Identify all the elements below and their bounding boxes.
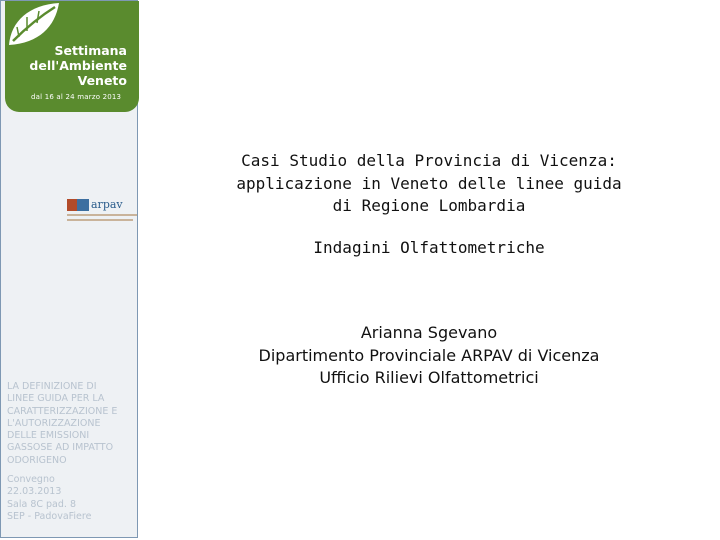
badge-title-line: Veneto <box>77 73 127 88</box>
logo-tagline-line <box>67 219 133 221</box>
sidebar <box>0 0 138 538</box>
description-line: LINEE GUIDA PER LA <box>7 393 105 405</box>
arpav-logo <box>67 199 137 225</box>
event-badge <box>5 1 139 112</box>
title-line: applicazione in Veneto delle linee guida <box>236 173 622 193</box>
logo-name: arpav <box>91 198 123 211</box>
author-department: Dipartimento Provinciale ARPAV di Vicenza <box>258 345 600 365</box>
slide-title <box>138 150 720 218</box>
event-line: Convegno <box>7 474 55 485</box>
author-name: Arianna Sgevano <box>360 323 498 342</box>
title-line: di Regione Lombardia <box>332 196 526 215</box>
event-line: 22.03.2013 <box>7 486 62 498</box>
title-line: Casi Studio della Provincia di Vicenza: <box>241 151 617 170</box>
slide-content <box>138 0 720 540</box>
event-line: Sala 8C pad. 8 <box>7 498 76 510</box>
sidebar-description <box>7 381 135 467</box>
badge-title-line: dell'Ambiente <box>29 58 127 73</box>
description-line: LA DEFINIZIONE DI <box>7 381 97 392</box>
description-line: GASSOSE AD IMPATTO <box>7 442 114 454</box>
badge-title <box>27 43 127 88</box>
badge-dates: dal 16 al 24 marzo 2013 <box>31 93 122 101</box>
author-block <box>138 322 720 390</box>
description-line: CARATTERIZZAZIONE E <box>7 405 118 417</box>
description-line: DELLE EMISSIONI <box>7 430 90 442</box>
logo-mark-accent <box>77 199 89 211</box>
slide-subtitle: Indagini Olfattometriche <box>313 238 545 257</box>
sidebar-event-info <box>7 474 135 523</box>
author-office: Ufficio Rilievi Olfattometrici <box>319 368 539 387</box>
description-line: L'AUTORIZZAZIONE <box>7 417 101 429</box>
event-line: SEP - PadovaFiere <box>7 510 92 522</box>
logo-tagline-line <box>67 214 137 216</box>
badge-title-line: Settimana <box>54 43 127 58</box>
description-line: ODORIGENO <box>7 454 67 466</box>
